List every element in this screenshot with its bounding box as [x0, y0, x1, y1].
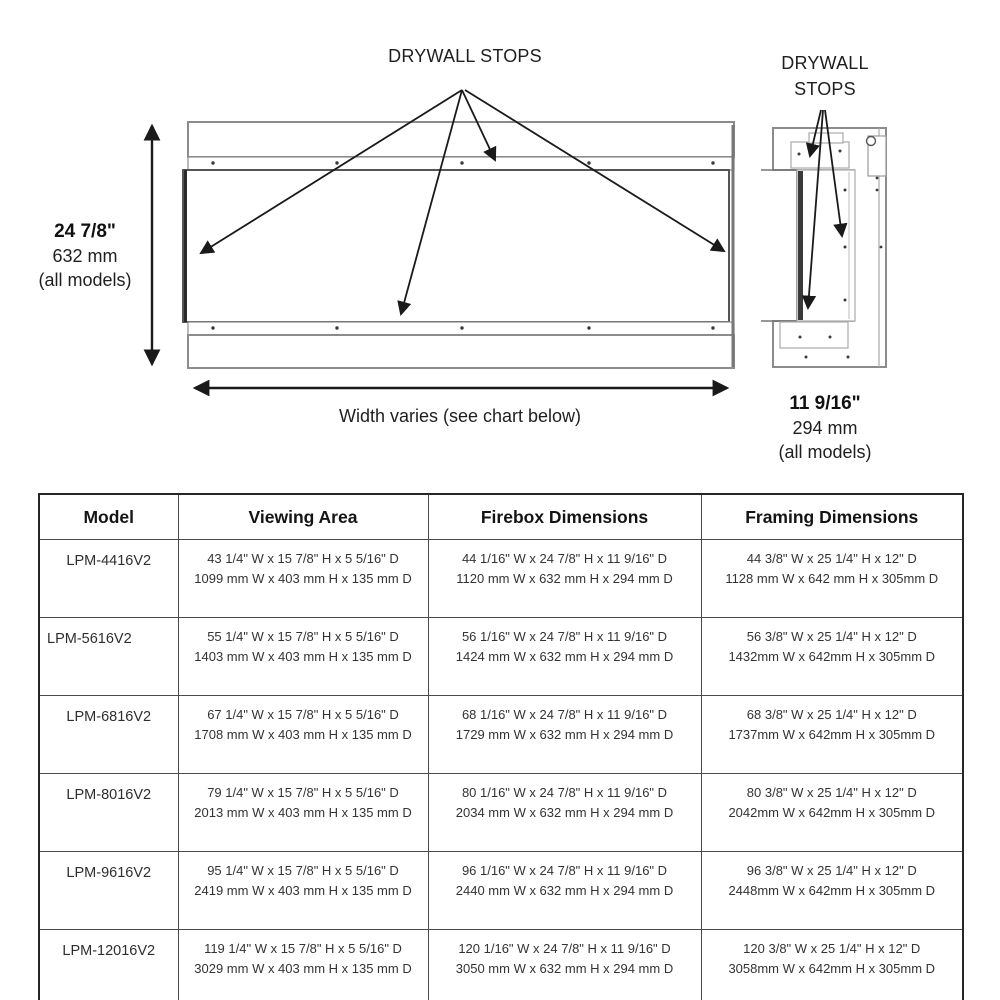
table-row	[39, 852, 963, 930]
framing-cell	[701, 540, 963, 618]
firebox-cell	[428, 930, 701, 1000]
model-cell: LPM-9616V2	[39, 852, 178, 930]
model-cell: LPM-4416V2	[39, 540, 178, 618]
dimension-mm: 2419 mm W x 403 mm H x 135 mm D	[194, 883, 412, 898]
dimension-inches: 95 1/4" W x 15 7/8" H x 5 5/16" D	[207, 863, 399, 878]
col-header-firebox: Firebox Dimensions	[428, 494, 701, 540]
table-row	[39, 618, 963, 696]
dimension-inches: 56 3/8" W x 25 1/4" H x 12" D	[746, 629, 917, 644]
dimension-inches: 43 1/4" W x 15 7/8" H x 5 5/16" D	[207, 551, 399, 566]
front-view-drawing	[183, 122, 734, 368]
dimension-mm: 2440 mm W x 632 mm H x 294 mm D	[455, 883, 674, 898]
drywall-stops-label-front: DRYWALL STOPS	[388, 46, 542, 66]
viewing-cell	[178, 774, 428, 852]
dimension-inches: 80 3/8" W x 25 1/4" H x 12" D	[746, 785, 917, 800]
viewing-cell	[178, 618, 428, 696]
firebox-cell	[428, 618, 701, 696]
model-cell: LPM-12016V2	[39, 930, 178, 1000]
table-row	[39, 696, 963, 774]
firebox-cell	[428, 540, 701, 618]
framing-cell	[701, 696, 963, 774]
framing-cell	[701, 930, 963, 1000]
dimension-inches: 56 1/16" W x 24 7/8" H x 11 9/16" D	[461, 629, 668, 644]
table-header-row	[39, 494, 963, 540]
table-row	[39, 774, 963, 852]
dimension-inches: 80 1/16" W x 24 7/8" H x 11 9/16" D	[461, 785, 668, 800]
model-cell: LPM-8016V2	[39, 774, 178, 852]
dimensions-table	[38, 493, 964, 1000]
height-dimension-label	[10, 220, 160, 292]
dimension-inches: 96 1/16" W x 24 7/8" H x 11 9/16" D	[461, 863, 668, 878]
col-header-framing: Framing Dimensions	[701, 494, 963, 540]
dimension-mm: 1424 mm W x 632 mm H x 294 mm D	[455, 649, 674, 664]
viewing-cell	[178, 696, 428, 774]
framing-cell	[701, 774, 963, 852]
dimension-mm: 2013 mm W x 403 mm H x 135 mm D	[194, 805, 412, 820]
depth-dimension-label	[748, 392, 902, 464]
dimension-mm: 1737mm W x 642mm H x 305mm D	[728, 727, 936, 742]
dimension-mm: 1120 mm W x 632 mm H x 294 mm D	[456, 571, 673, 586]
col-header-viewing: Viewing Area	[178, 494, 428, 540]
table-row	[39, 540, 963, 618]
drywall-stops-label-side: DRYWALL STOPS	[781, 53, 869, 99]
dimension-inches: 119 1/4" W x 15 7/8" H x 5 5/16" D	[204, 941, 402, 956]
table-row	[39, 930, 963, 1000]
dimension-mm: 2042mm W x 642mm H x 305mm D	[728, 805, 936, 820]
dimension-inches: 120 1/16" W x 24 7/8" H x 11 9/16" D	[458, 941, 671, 956]
model-cell: LPM-5616V2	[39, 618, 178, 696]
framing-cell	[701, 852, 963, 930]
dimension-mm: 1403 mm W x 403 mm H x 135 mm D	[194, 649, 412, 664]
dimension-mm: 2034 mm W x 632 mm H x 294 mm D	[455, 805, 674, 820]
dimension-inches: 68 1/16" W x 24 7/8" H x 11 9/16" D	[461, 707, 668, 722]
firebox-cell	[428, 774, 701, 852]
dimension-mm: 3029 mm W x 403 mm H x 135 mm D	[194, 961, 412, 976]
height-inches: 24 7/8"	[54, 221, 116, 242]
viewing-cell	[178, 852, 428, 930]
dimension-mm: 1432mm W x 642mm H x 305mm D	[728, 649, 936, 664]
depth-note: (all models)	[778, 442, 872, 462]
firebox-cell	[428, 696, 701, 774]
firebox-cell	[428, 852, 701, 930]
depth-mm: 294 mm	[792, 418, 858, 438]
model-cell: LPM-6816V2	[39, 696, 178, 774]
dimension-mm: 1099 mm W x 403 mm H x 135 mm D	[194, 571, 412, 586]
depth-inches: 11 9/16"	[789, 393, 861, 414]
width-varies-note: Width varies (see chart below)	[338, 406, 582, 426]
dimension-mm: 3050 mm W x 632 mm H x 294 mm D	[455, 961, 674, 976]
dimension-mm: 1128 mm W x 642 mm H x 305mm D	[725, 571, 939, 586]
dimension-mm: 2448mm W x 642mm H x 305mm D	[728, 883, 936, 898]
dimension-inches: 120 3/8" W x 25 1/4" H x 12" D	[743, 941, 921, 956]
dimension-inches: 44 1/16" W x 24 7/8" H x 11 9/16" D	[461, 551, 668, 566]
viewing-cell	[178, 540, 428, 618]
dimension-inches: 67 1/4" W x 15 7/8" H x 5 5/16" D	[207, 707, 399, 722]
dimension-inches: 96 3/8" W x 25 1/4" H x 12" D	[746, 863, 917, 878]
col-header-model: Model	[39, 494, 178, 540]
dimension-mm: 1708 mm W x 403 mm H x 135 mm D	[194, 727, 412, 742]
viewing-cell	[178, 930, 428, 1000]
dimension-inches: 55 1/4" W x 15 7/8" H x 5 5/16" D	[207, 629, 399, 644]
dimension-inches: 44 3/8" W x 25 1/4" H x 12" D	[746, 551, 917, 566]
dimension-inches: 68 3/8" W x 25 1/4" H x 12" D	[746, 707, 917, 722]
dimension-mm: 3058mm W x 642mm H x 305mm D	[728, 961, 936, 976]
dimension-inches: 79 1/4" W x 15 7/8" H x 5 5/16" D	[207, 785, 399, 800]
height-note: (all models)	[38, 270, 132, 290]
side-view-drawing	[761, 128, 886, 367]
height-mm: 632 mm	[52, 246, 118, 266]
dimension-mm: 1729 mm W x 632 mm H x 294 mm D	[455, 727, 674, 742]
framing-cell	[701, 618, 963, 696]
